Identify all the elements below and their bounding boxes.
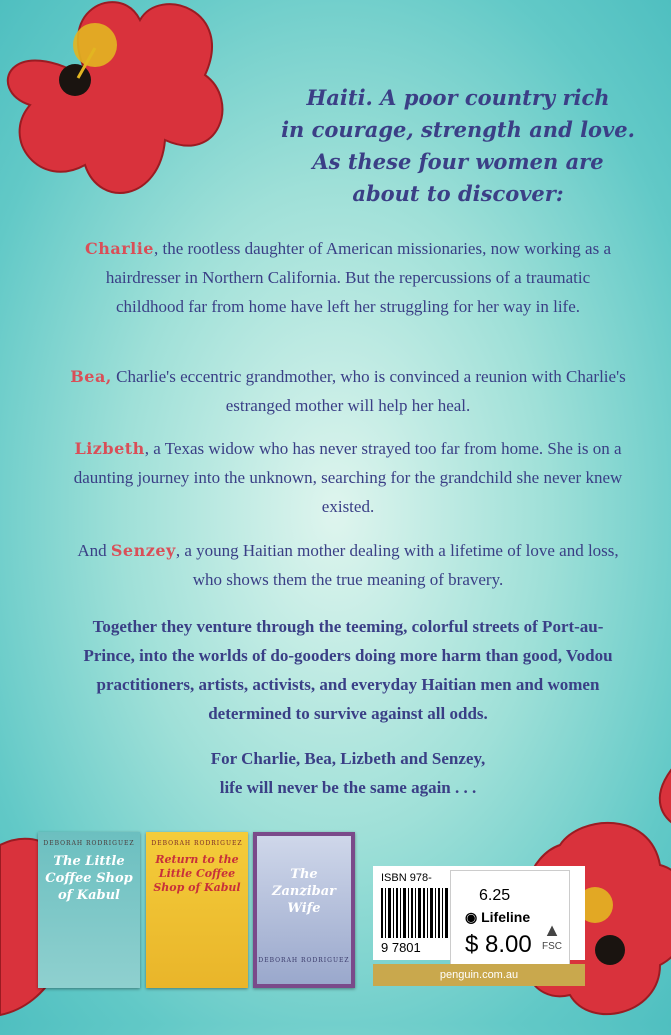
fsc-label: FSC bbox=[542, 941, 562, 952]
tree-icon: ▲ bbox=[543, 920, 561, 940]
hook-line-1: Haiti. A poor country rich bbox=[306, 85, 610, 110]
hook-text bbox=[258, 82, 658, 210]
book-1-title: The Little Coffee Shop of Kabul bbox=[45, 854, 133, 903]
hibiscus-top-left bbox=[0, 0, 240, 235]
hook-line-4: about to discover: bbox=[352, 181, 564, 206]
book-thumbnail-1 bbox=[38, 832, 140, 988]
together-paragraph: Together they venture through the teeming, colorful streets of Port-au-Prince, into the worlds of do-gooders doing more harm than good, Vodou practitioners, artists, activists, and everyday Haitian men and women determined to survive against all odds. bbox=[83, 617, 613, 723]
book-3-title: The Zanzibar Wife bbox=[271, 867, 337, 916]
book-thumbnail-3 bbox=[253, 832, 355, 988]
lizbeth-text: , a Texas widow who has never strayed too far from home. She is on a daunting journey into the unknown, searching for the grandchild she never knew existed. bbox=[73, 439, 623, 516]
price-code: 6.25 bbox=[479, 887, 511, 904]
closing-line-2: life will never be the same again . . . bbox=[219, 778, 477, 797]
lizbeth-paragraph bbox=[70, 434, 626, 521]
book-thumbnail-2 bbox=[146, 832, 248, 988]
book-2-title: Return to the Little Coffee Shop of Kabul bbox=[153, 853, 241, 894]
bea-text: Charlie's eccentric grandmother, who is convinced a reunion with Charlie's estranged mother will help her heal. bbox=[111, 367, 626, 415]
closing-line-1: For Charlie, Bea, Lizbeth and Senzey, bbox=[210, 749, 486, 768]
charlie-name: Charlie bbox=[84, 239, 154, 258]
isbn-label: ISBN 978- bbox=[381, 872, 432, 884]
senzey-prefix: And bbox=[77, 541, 111, 560]
bea-paragraph bbox=[70, 362, 626, 420]
barcode-digits: 9 7801 bbox=[381, 940, 421, 955]
book-1-author: DEBORAH RODRIGUEZ bbox=[43, 840, 135, 847]
senzey-text: , a young Haitian mother dealing with a lifetime of love and loss, who shows them the true meaning of bravery. bbox=[175, 541, 619, 589]
senzey-name: Senzey bbox=[110, 541, 176, 560]
charlie-paragraph bbox=[70, 234, 626, 321]
hook-line-2: in courage, strength and love. bbox=[281, 117, 635, 142]
lifeline-icon: ◉ bbox=[465, 909, 478, 925]
flower-center bbox=[59, 64, 91, 96]
closing-paragraph bbox=[70, 744, 626, 802]
charlie-text: , the rootless daughter of American missionaries, now working as a hairdresser in Northern California. But the repercussions of a traumatic childhood far from home have left her struggling for her way in life. bbox=[105, 239, 611, 316]
book-2-author: DEBORAH RODRIGUEZ bbox=[151, 840, 243, 847]
bea-name: Bea, bbox=[70, 367, 112, 386]
price: $ 8.00 bbox=[465, 931, 532, 958]
store-label: Lifeline bbox=[481, 909, 531, 925]
book-3-author: DEBORAH RODRIGUEZ bbox=[258, 957, 350, 964]
senzey-paragraph bbox=[70, 536, 626, 594]
publisher-url-bar: penguin.com.au bbox=[373, 964, 585, 986]
store-name bbox=[465, 909, 530, 926]
lizbeth-name: Lizbeth bbox=[74, 439, 145, 458]
hook-line-3: As these four women are bbox=[312, 149, 604, 174]
barcode-icon bbox=[381, 888, 451, 938]
fsc-logo bbox=[532, 920, 572, 952]
